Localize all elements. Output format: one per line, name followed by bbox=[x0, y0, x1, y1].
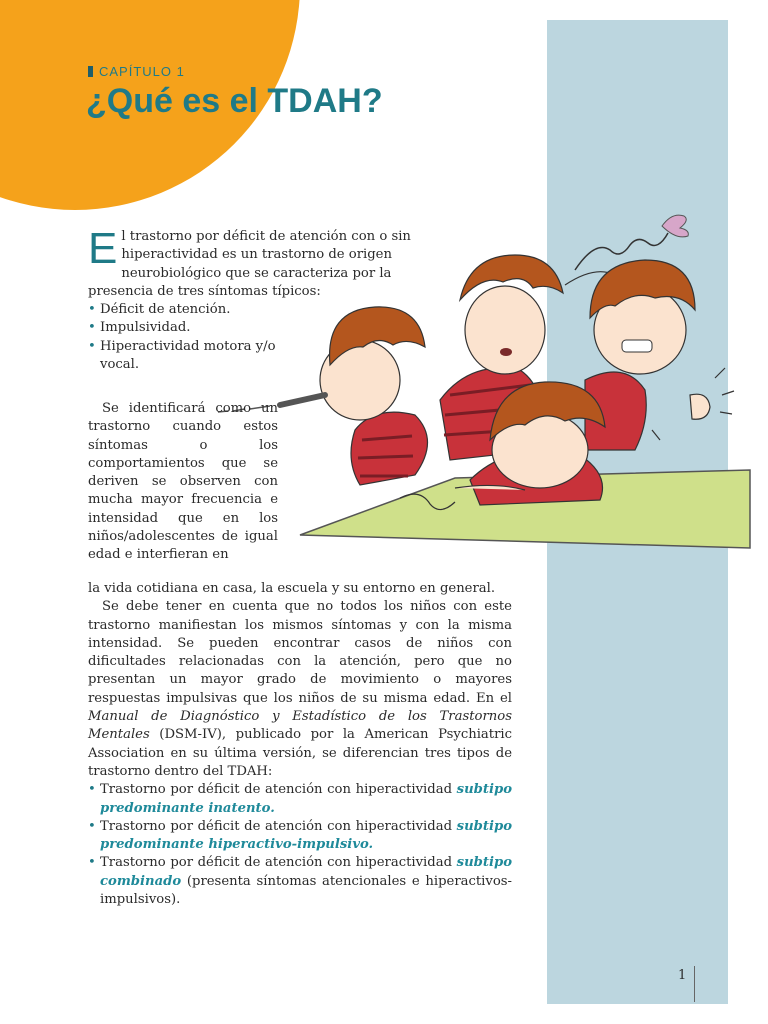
dsm-paragraph-start: Se debe tener en cuenta que no todos los niños con este trastorno manifiestan los mismos síntomas y con la misma intensidad. Se pueden encontrar casos de niños con dificultades relacionadas con la atención, pero que no presentan un mayor grado de movimiento o mayores respuestas impulsivas que los niños de su misma edad. En el bbox=[88, 599, 512, 706]
butterfly-icon bbox=[662, 215, 688, 237]
narrow-paragraph-block bbox=[88, 400, 278, 565]
intro-section bbox=[88, 224, 460, 374]
list-item bbox=[88, 854, 512, 909]
dsm-paragraph-end: (DSM-IV), publicado por la American Psychiatric Association en su última versión, se diferencian tres tipos de trastorno dentro del TDAH: bbox=[88, 727, 512, 779]
subtype-label: subtipo combinado bbox=[100, 855, 512, 889]
continuation-line: la vida cotidiana en casa, la escuela y su entorno en general. bbox=[88, 581, 496, 596]
list-item bbox=[88, 781, 512, 818]
list-item: • Déficit de atención. bbox=[88, 301, 298, 319]
chapter-label bbox=[88, 64, 185, 79]
list-item bbox=[88, 818, 512, 855]
subtype-label: subtipo predominante hiperactivo-impulsivo. bbox=[100, 818, 512, 853]
manual-title: Manual de Diagnóstico y Estadístico de los Trastornos Mentales bbox=[88, 709, 512, 743]
kid-center-face bbox=[465, 286, 545, 374]
kid-left-shirt bbox=[351, 412, 428, 485]
main-text bbox=[88, 580, 512, 909]
list-item: • Hiperactividad motora y/o vocal. bbox=[88, 338, 298, 375]
whistle-pen bbox=[280, 395, 325, 405]
symptoms-list bbox=[88, 301, 298, 374]
type-suffix: (presenta síntomas atencionales e hiperactivos-impulsivos). bbox=[100, 873, 512, 908]
kid-right-teeth bbox=[622, 340, 652, 352]
kid-right-fist bbox=[690, 394, 710, 419]
type-prefix: Trastorno por déficit de atención con hiperactividad bbox=[100, 782, 457, 798]
intro-paragraph: l trastorno por déficit de atención con o sin hiperactividad es un trastorno de origen neurobiológico que se caracteriza por la presencia de tres síntomas típicos: bbox=[88, 229, 411, 299]
chapter-label-text: CAPÍTULO 1 bbox=[99, 64, 185, 79]
drop-cap: E bbox=[88, 224, 118, 273]
page-number-rule bbox=[694, 966, 695, 1002]
types-list bbox=[88, 781, 512, 909]
type-prefix: Trastorno por déficit de atención con hiperactividad bbox=[100, 855, 457, 871]
type-prefix: Trastorno por déficit de atención con hiperactividad bbox=[100, 818, 457, 834]
page-number: 1 bbox=[678, 968, 687, 983]
kid-center-mouth bbox=[500, 348, 512, 356]
subtype-label: subtipo predominante inatento. bbox=[100, 782, 512, 816]
narrow-paragraph: Se identificará como un trastorno cuando estos síntomas o los comportamientos que se deriven se observen con mucha mayor frecuencia e intensidad que en los niños/adolescentes de igual edad e interfieran en bbox=[88, 401, 278, 563]
list-item: • Impulsividad. bbox=[88, 319, 298, 337]
dsm-paragraph bbox=[88, 598, 512, 781]
page-title: ¿Qué es el TDAH? bbox=[86, 82, 383, 120]
chapter-marker-icon bbox=[88, 66, 93, 77]
